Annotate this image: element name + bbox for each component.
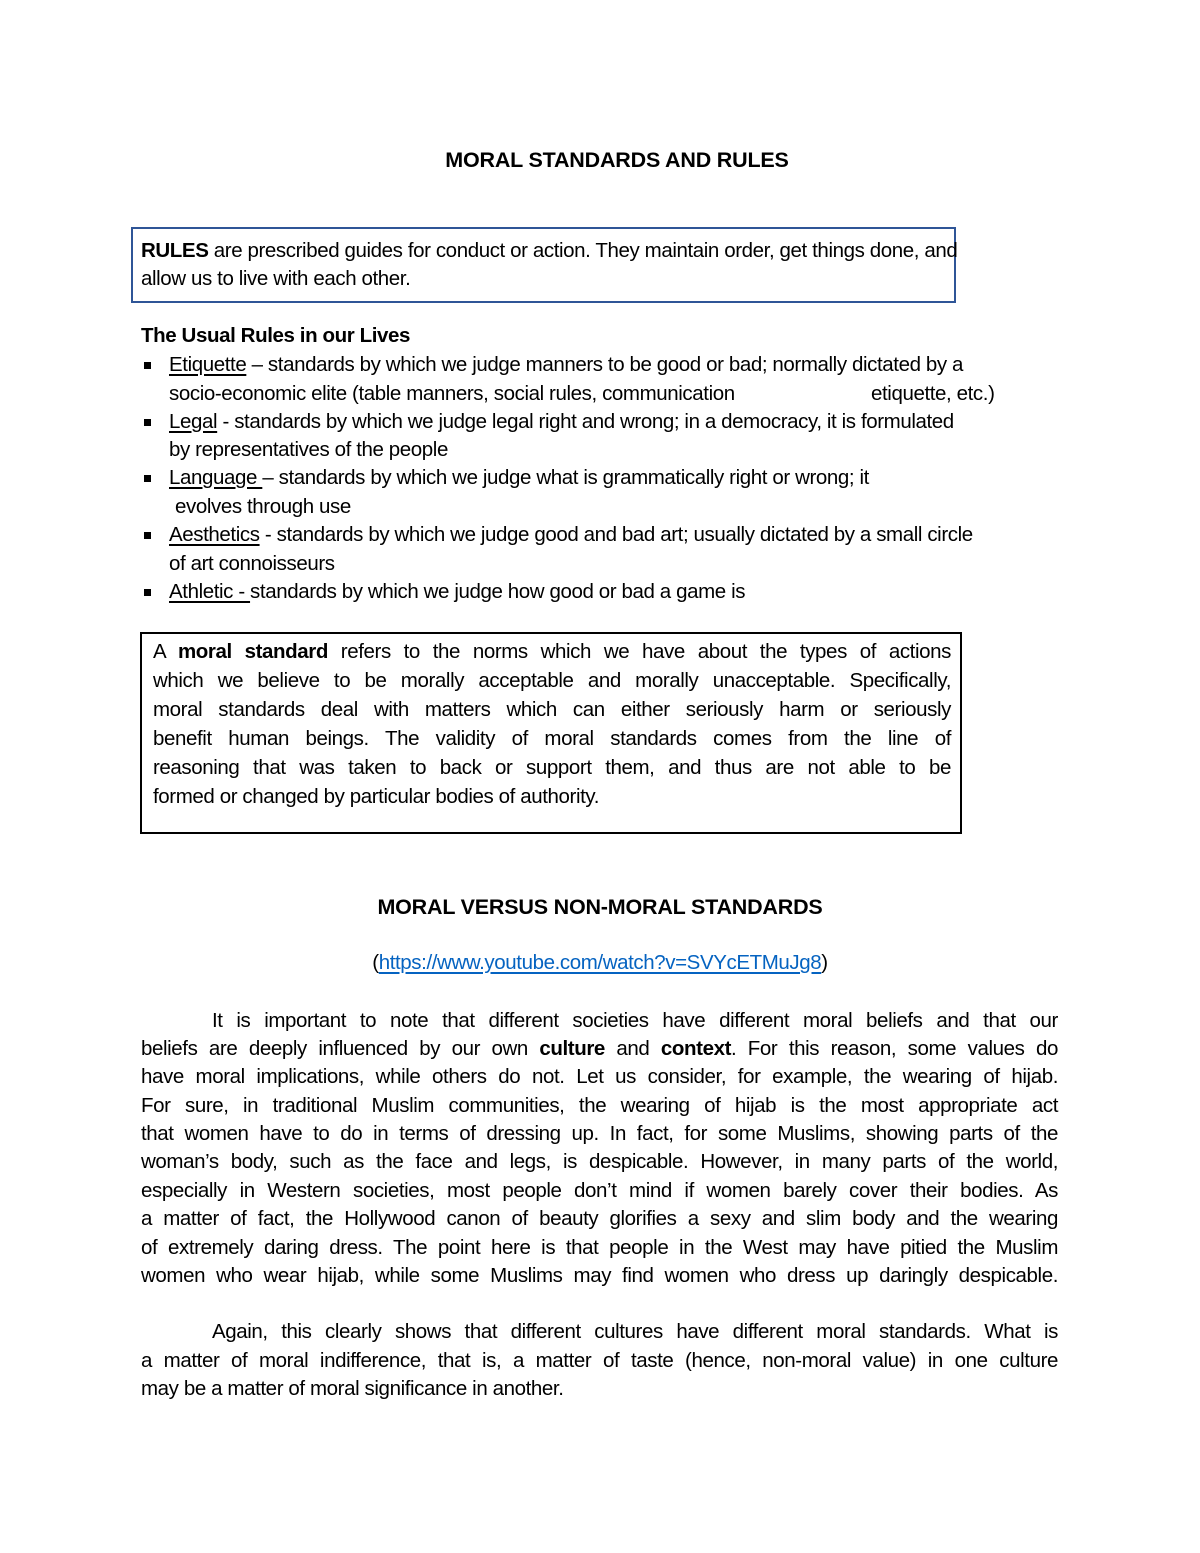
usual-rules-heading: The Usual Rules in our Lives	[141, 324, 411, 347]
list-item-etiquette	[169, 353, 963, 377]
bullet-icon	[144, 532, 151, 539]
aesthetics-term: Aesthetics	[169, 523, 260, 546]
rules-definition-text: are prescribed guides for conduct or action. They maintain order, get things done, and	[208, 239, 958, 262]
aesthetics-text: - standards by which we judge good and bad art; usually dictated by a small circle	[259, 523, 973, 546]
list-item-aesthetics-cont: of art connoisseurs	[169, 552, 335, 575]
p1-line2-c: and	[604, 1037, 661, 1060]
culture-term: culture	[539, 1037, 605, 1060]
moral-box-line-3: moral standards deal with matters which can either seriously harm or seriously	[153, 698, 951, 721]
paragraph-1-line-1: It is important to note that different societies have different moral beliefs and that our	[212, 1009, 1058, 1032]
list-item-language	[169, 466, 869, 490]
legal-term: Legal	[169, 410, 218, 433]
rules-definition-line-2: allow us to live with each other.	[141, 267, 411, 290]
list-item-aesthetics	[169, 523, 973, 547]
video-link-line	[0, 951, 1200, 975]
p1-line2-e: . For this reason, some values do	[731, 1037, 1058, 1060]
bullet-icon	[144, 475, 151, 482]
paragraph-1-line-10: women who wear hijab, while some Muslims may find women who dress up daringly despicable.	[141, 1264, 1058, 1287]
rules-definition-line-1	[141, 239, 957, 263]
moral-box-line-1	[153, 640, 951, 664]
context-term: context	[660, 1037, 732, 1060]
paragraph-2-line-2: a matter of moral indifference, that is, a matter of taste (hence, non-moral value) in one culture	[141, 1349, 1058, 1372]
language-text: – standards by which we judge what is grammatically right or wrong; it	[262, 466, 869, 489]
paragraph-1-line-8: a matter of fact, the Hollywood canon of beauty glorifies a sexy and slim body and the wearing	[141, 1207, 1058, 1230]
moral-box-line-4: benefit human beings. The validity of moral standards comes from the line of	[153, 727, 951, 750]
paragraph-1-line-2	[141, 1037, 1058, 1061]
list-item-language-cont: evolves through use	[175, 495, 351, 518]
list-item-legal	[169, 410, 954, 434]
link-open-paren: (	[372, 951, 379, 974]
p1-line2-a: beliefs are deeply influenced by our own	[141, 1037, 540, 1060]
etiquette-text: – standards by which we judge manners to be good or bad; normally dictated by a	[246, 353, 964, 376]
moral-box-line-5: reasoning that was taken to back or support them, and thus are not able to be	[153, 756, 951, 779]
section-title: MORAL VERSUS NON-MORAL STANDARDS	[377, 895, 823, 919]
legal-text: - standards by which we judge legal right and wrong; in a democracy, it is formulated	[217, 410, 954, 433]
bullet-icon	[144, 589, 151, 596]
bullet-icon	[144, 419, 151, 426]
video-link[interactable]: https://www.youtube.com/watch?v=SVYcETMuJg8	[378, 951, 822, 974]
athletic-text: standards by which we judge how good or bad a game is	[250, 580, 746, 603]
paragraph-2-line-3: may be a matter of moral significance in another.	[141, 1377, 564, 1400]
etiquette-term: Etiquette	[169, 353, 247, 376]
language-term: Language	[169, 466, 263, 489]
moral-box-line-6: formed or changed by particular bodies of authority.	[153, 785, 600, 808]
paragraph-1-line-5: that women have to do in terms of dressing up. In fact, for some Muslims, showing parts of the	[141, 1122, 1058, 1145]
list-item-athletic	[169, 580, 745, 604]
link-close-paren: )	[821, 951, 828, 974]
paragraph-1-line-9: of extremely daring dress. The point here is that people in the West may have pitied the Muslim	[141, 1236, 1058, 1259]
paragraph-1-line-6: woman’s body, such as the face and legs, is despicable. However, in many parts of the world,	[141, 1150, 1058, 1173]
moral-box-text: refers to the norms which we have about the types of actions	[327, 640, 951, 663]
athletic-term: Athletic -	[169, 580, 251, 603]
paragraph-1-line-3: have moral implications, while others do not. Let us consider, for example, the wearing of hijab.	[141, 1065, 1058, 1088]
page-title: MORAL STANDARDS AND RULES	[445, 148, 789, 172]
paragraph-1-line-4: For sure, in traditional Muslim communities, the wearing of hijab is the most appropriate act	[141, 1094, 1058, 1117]
list-item-etiquette-cont-a: socio-economic elite (table manners, social rules, communication	[169, 382, 735, 405]
list-item-etiquette-cont-b: etiquette, etc.)	[871, 382, 995, 405]
paragraph-2-line-1: Again, this clearly shows that different cultures have different moral standards. What is	[212, 1320, 1058, 1343]
moral-standard-term: moral standard	[177, 640, 328, 663]
bullet-icon	[144, 362, 151, 369]
rules-term: RULES	[141, 239, 209, 262]
moral-box-prefix: A	[153, 640, 178, 663]
paragraph-1-line-7: especially in Western societies, most people don’t mind if women barely cover their bodies. As	[141, 1179, 1058, 1202]
list-item-legal-cont: by representatives of the people	[169, 438, 448, 461]
moral-box-line-2: which we believe to be morally acceptable and morally unacceptable. Specifically,	[153, 669, 951, 692]
